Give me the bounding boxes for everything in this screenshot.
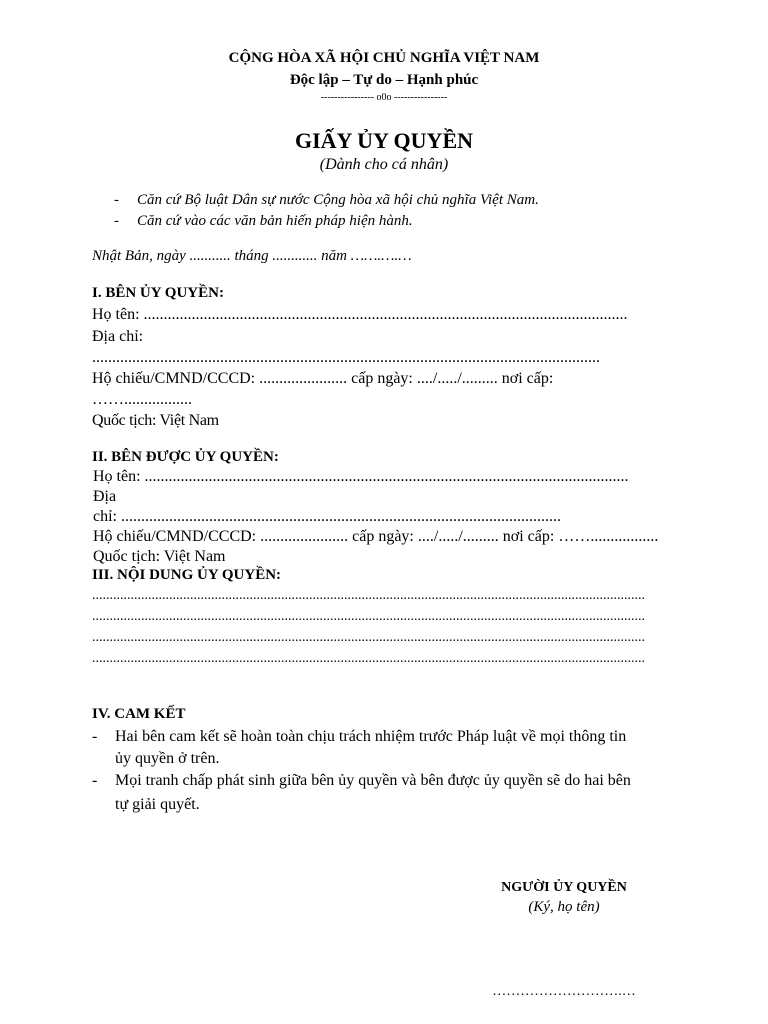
grantee-name-line: Họ tên: ......................................................................................................................... [93, 468, 629, 485]
header-separator: ---------------- o0o ---------------- [320, 92, 448, 103]
grantee-nationality: Quốc tịch: Việt Nam [93, 548, 226, 565]
commitment-1-line-1: Hai bên cam kết sẽ hoàn toàn chịu trách nhiệm trước Pháp luật về mọi thông tin [115, 728, 627, 745]
legal-basis-1: Căn cứ Bộ luật Dân sự nước Cộng hòa xã hội chủ nghĩa Việt Nam. [137, 192, 539, 208]
legal-basis-dash-1: - [114, 192, 119, 208]
section-1-heading: I. BÊN ỦY QUYỀN: [92, 285, 224, 301]
section-3-heading: III. NỘI DUNG ỦY QUYỀN: [92, 567, 282, 583]
commitment-2-line-1: Mọi tranh chấp phát sinh giữa bên ủy quyền và bên được ủy quyền sẽ do hai bên [115, 772, 631, 789]
legal-basis-2: Căn cứ vào các văn bản hiến pháp hiện hành. [137, 213, 413, 229]
date-line: Nhật Bản, ngày ........... tháng ............ năm …….….… [92, 248, 412, 264]
content-line-2: .............................................................................................................................................................. [92, 609, 645, 624]
grantor-nationality: Quốc tịch: Việt Nam [92, 412, 219, 429]
content-line-4: .............................................................................................................................................................. [92, 651, 645, 666]
grantee-passport-line: Hộ chiếu/CMND/CCCD: ...................... cấp ngày: ..../...../......... nơi cấp: ……................. [93, 528, 659, 545]
national-motto: Độc lập – Tự do – Hạnh phúc [289, 72, 479, 88]
grantor-passport-cont: ……................. [92, 391, 192, 408]
commitment-dash-2: - [92, 772, 98, 789]
section-4-heading: IV. CAM KẾT [92, 706, 186, 722]
signature-note: (Ký, họ tên) [528, 899, 600, 915]
grantor-address-label: Địa chỉ: [92, 328, 144, 345]
signature-title: NGƯỜI ỦY QUYỀN [501, 880, 627, 895]
legal-basis-dash-2: - [114, 213, 119, 229]
commitment-dash-1: - [92, 728, 98, 745]
section-2-heading: II. BÊN ĐƯỢC ỦY QUYỀN: [92, 449, 279, 465]
content-line-3: .............................................................................................................................................................. [92, 630, 645, 645]
document-subtitle: (Dành cho cá nhân) [319, 156, 449, 173]
document-title: GIẤY ỦY QUYỀN [294, 128, 474, 153]
grantor-address-line: ............................................................................................................................... [92, 349, 600, 366]
content-line-1: .............................................................................................................................................................. [92, 588, 645, 603]
grantor-passport-line: Hộ chiếu/CMND/CCCD: ...................... cấp ngày: ..../...../......... nơi cấp: [92, 370, 554, 387]
commitment-1-line-2: ủy quyền ở trên. [115, 750, 220, 767]
grantor-name-line: Họ tên: ......................................................................................................................... [92, 306, 628, 323]
commitment-2-line-2: tự giải quyết. [115, 796, 200, 813]
signature-line: ……………………….… [492, 984, 636, 999]
grantee-address-line: chỉ: .............................................................................................................. [93, 508, 561, 525]
grantee-address-label: Địa [93, 488, 117, 505]
national-title: CỘNG HÒA XÃ HỘI CHỦ NGHĨA VIỆT NAM [228, 50, 540, 66]
